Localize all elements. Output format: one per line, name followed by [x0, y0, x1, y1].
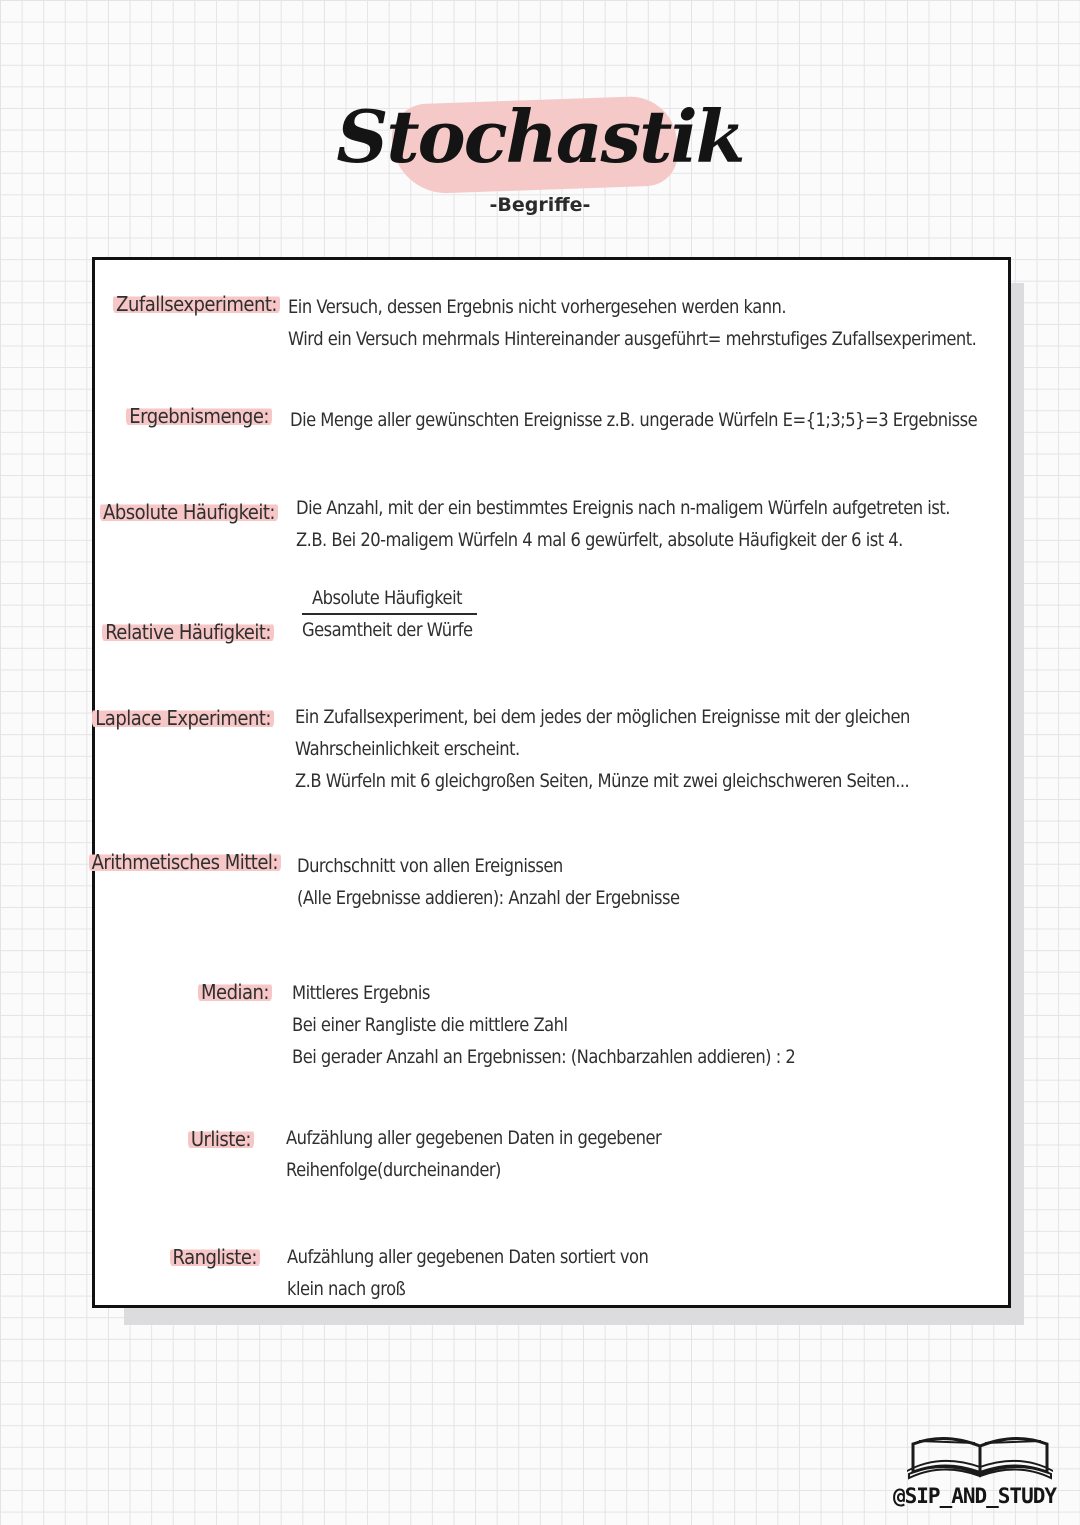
page-subtitle: -Begriffe-	[489, 194, 591, 216]
term-urliste: Urliste:	[188, 1127, 254, 1151]
term-arithmetisches-mittel: Arithmetisches Mittel:	[89, 850, 281, 874]
def-line: Wahrscheinlichkeit erscheint.	[295, 738, 520, 760]
fraction-bar	[302, 613, 477, 615]
def-line: klein nach groß	[287, 1278, 406, 1300]
def-line: Wird ein Versuch mehrmals Hintereinander ausgeführt= mehrstufiges Zufallsexperiment.	[288, 328, 977, 350]
fraction-numerator: Absolute Häufigkeit	[312, 587, 463, 609]
def-line: Reihenfolge(durcheinander)	[286, 1159, 501, 1181]
def-absolute-haeufigkeit	[296, 492, 950, 556]
term-absolute-haeufigkeit: Absolute Häufigkeit:	[100, 500, 278, 524]
def-arithmetisches-mittel	[297, 850, 680, 914]
def-urliste	[286, 1122, 661, 1186]
def-line: Aufzählung aller gegebenen Daten sortiert von	[287, 1246, 649, 1268]
def-line: Ein Versuch, dessen Ergebnis nicht vorhergesehen werden kann.	[288, 296, 787, 318]
def-rangliste	[287, 1241, 648, 1305]
def-line: Mittleres Ergebnis	[292, 982, 430, 1004]
term-ergebnismenge: Ergebnismenge:	[126, 404, 272, 428]
def-line: Aufzählung aller gegebenen Daten in gegebener	[286, 1127, 662, 1149]
def-line: (Alle Ergebnisse addieren): Anzahl der Ergebnisse	[297, 887, 680, 909]
fraction-denominator: Gesamtheit der Würfe	[302, 619, 473, 641]
term-rangliste: Rangliste:	[170, 1245, 260, 1269]
term-median: Median:	[198, 980, 272, 1004]
footer-handle: @SIP_AND_STUDY	[893, 1484, 1057, 1508]
def-line: Z.B Würfeln mit 6 gleichgroßen Seiten, Münze mit zwei gleichschweren Seiten...	[295, 770, 910, 792]
def-laplace-experiment	[295, 701, 910, 797]
def-line: Z.B. Bei 20-maligem Würfeln 4 mal 6 gewürfelt, absolute Häufigkeit der 6 ist 4.	[296, 529, 903, 551]
def-ergebnismenge	[290, 404, 977, 436]
page-title: Stochastik	[336, 94, 744, 179]
def-line: Bei einer Rangliste die mittlere Zahl	[292, 1014, 568, 1036]
def-line: Bei gerader Anzahl an Ergebnissen: (Nachbarzahlen addieren) : 2	[292, 1046, 796, 1068]
term-relative-haeufigkeit: Relative Häufigkeit:	[102, 620, 274, 644]
def-line: Die Anzahl, mit der ein bestimmtes Ereignis nach n-maligem Würfeln aufgetreten ist.	[296, 497, 950, 519]
def-median	[292, 977, 795, 1073]
term-laplace-experiment: Laplace Experiment:	[92, 706, 274, 730]
def-line: Ein Zufallsexperiment, bei dem jedes der möglichen Ereignisse mit der gleichen	[295, 706, 910, 728]
term-zufallsexperiment: Zufallsexperiment:	[113, 292, 280, 316]
def-line: Die Menge aller gewünschten Ereignisse z.B. ungerade Würfeln E={1;3;5}=3 Ergebnisse	[290, 409, 978, 431]
def-line: Durchschnitt von allen Ereignissen	[297, 855, 563, 877]
def-zufallsexperiment	[288, 291, 976, 355]
